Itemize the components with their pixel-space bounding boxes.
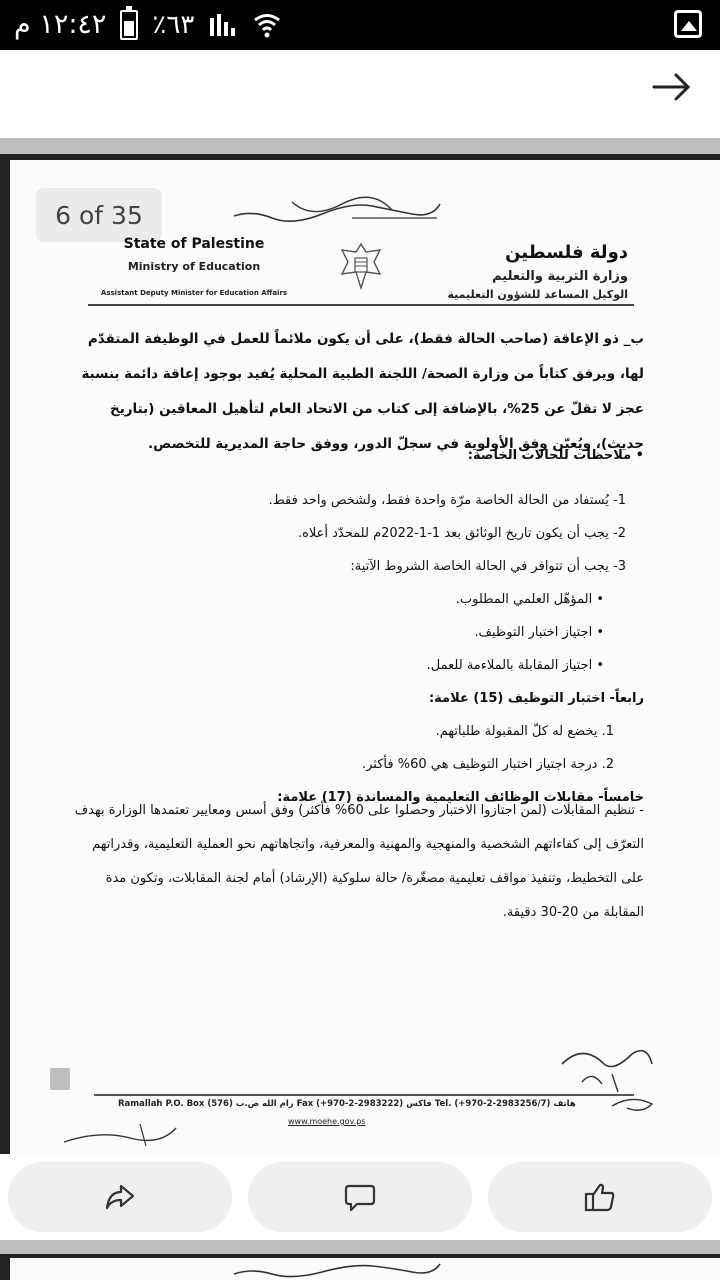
signature-mark	[552, 1034, 662, 1124]
disability-paragraph: ب_ ذو الإعاقة (صاحب الحالة فقط)، على أن يكون ملائماً للعمل في الوظيفة المتقدّم لها، ويرفق كتاباً من وزارة الصحة/ اللجنة الطبية المحلية يُفيد بوجود إعاقة دائمة بنسبة عجز لا تقلّ عن 25%، بالإضافة إلى كتاب من الاتحاد العام لتأهيل المعاقين (بتاريخ حديث)، ويُعيّن وفق الأولوية في سجلّ الدور، ووفق حاجة المديرية للتخصص.	[81, 331, 644, 452]
note-item: 3- يجب أن تتوافر في الحالة الخاصة الشروط الآتية:	[350, 559, 626, 574]
page-border	[0, 154, 720, 160]
note-item: 1- يُستفاد من الحالة الخاصة مرّة واحدة فقط، ولشخص واحد فقط.	[268, 493, 626, 508]
like-button[interactable]	[488, 1162, 712, 1232]
page-border	[0, 154, 10, 1154]
battery-percent: ٪٦٣	[152, 9, 195, 40]
eagle-emblem-icon	[336, 240, 386, 294]
battery-icon	[120, 10, 138, 40]
status-left	[14, 9, 282, 40]
header-ar-state: دولة فلسطين	[505, 242, 628, 263]
divider	[0, 1240, 720, 1254]
note-item: 2- يجب أن يكون تاريخ الوثائق بعد 1-1-2022م للمحدّد أعلاه.	[297, 526, 626, 541]
condition-item: • اجتياز اختبار التوظيف.	[474, 625, 604, 640]
section-five-title: خامساً- مقابلات الوظائف التعليمية والمساندة (17) علامة:	[277, 790, 644, 805]
gallery-icon[interactable]	[674, 10, 702, 38]
condition-item: • المؤهّل العلمي المطلوب.	[455, 592, 604, 607]
header-arabic	[428, 242, 628, 301]
action-bar	[0, 1154, 720, 1240]
comment-button[interactable]	[248, 1162, 472, 1232]
header-english	[94, 236, 294, 297]
share-icon	[103, 1180, 137, 1214]
interview-paragraph: - تنظيم المقابلات (لمن اجتازوا الاختبار وحصلوا على 60% فأكثر) وفق أسس ومعايير تعتمدها الوزارة بهدف التعرّف إلى كفاءاتهم الشخصية والمنهجية والمهنية والمعرفية، واتجاهاتهم نحو العملية التعليمية، وقدراتهم على التخطيط، وتنفيذ مواقف تعليمية مصغّرة/ حالة سلوكية (الإرشاد) أمام لجنة المقابلات، وتكون مدة المقابلة من 20-30 دقيقة.	[74, 803, 644, 920]
letterhead-calligraphy	[232, 1260, 442, 1278]
header-en-state: State of Palestine	[123, 236, 265, 252]
footer-rule	[94, 1094, 634, 1096]
footer-address: Ramallah P.O. Box (576) رام الله ص.ب Fax (+970-2-2983222) فاكس Tel. (+970-2-2983256/7) هاتف	[118, 1099, 576, 1109]
page-indicator: 6 of 35	[36, 188, 162, 242]
share-button[interactable]	[8, 1162, 232, 1232]
arrow-right-icon[interactable]	[652, 72, 692, 102]
status-bar	[0, 0, 720, 50]
letterhead-calligraphy	[232, 196, 442, 224]
divider	[0, 138, 720, 154]
like-icon	[583, 1180, 617, 1214]
signal-icon	[208, 12, 238, 38]
notes-list	[70, 484, 644, 814]
wifi-icon	[252, 11, 282, 39]
section-four-item: 2. درجة اجتياز اختبار التوظيف هي 60% فأكثر.	[362, 757, 614, 772]
section-four-title: رابعاً- اختبار التوظيف (15) علامة:	[428, 691, 644, 706]
notes-title: • ملاحظات للحالات الخاصة:	[467, 448, 644, 463]
viewer-topbar	[0, 50, 720, 138]
footer-url[interactable]: www.moehe.gov.ps	[288, 1117, 366, 1126]
header-en-deputy: Assistant Deputy Minister for Education Affairs	[100, 289, 288, 297]
condition-item: • اجتياز المقابلة بالملاءمة للعمل.	[426, 658, 604, 673]
document-page[interactable]	[0, 154, 720, 1154]
clock: ١٢:٤٢ م	[14, 9, 107, 40]
signature-mark	[60, 1120, 180, 1150]
comment-icon	[343, 1180, 377, 1214]
section-four-item: 1. يخضع له كلّ المقبولة طلباتهم.	[435, 724, 614, 739]
header-rule	[88, 304, 634, 306]
page-border	[0, 1254, 10, 1280]
header-ar-ministry: وزارة التربية والتعليم	[492, 269, 628, 284]
header-ar-deputy: الوكيل المساعد للشؤون التعليمية	[447, 288, 628, 301]
next-page-preview[interactable]	[0, 1254, 720, 1280]
page-border	[0, 1254, 720, 1258]
page-stamp	[50, 1068, 70, 1090]
header-en-ministry: Ministry of Education	[127, 260, 261, 273]
